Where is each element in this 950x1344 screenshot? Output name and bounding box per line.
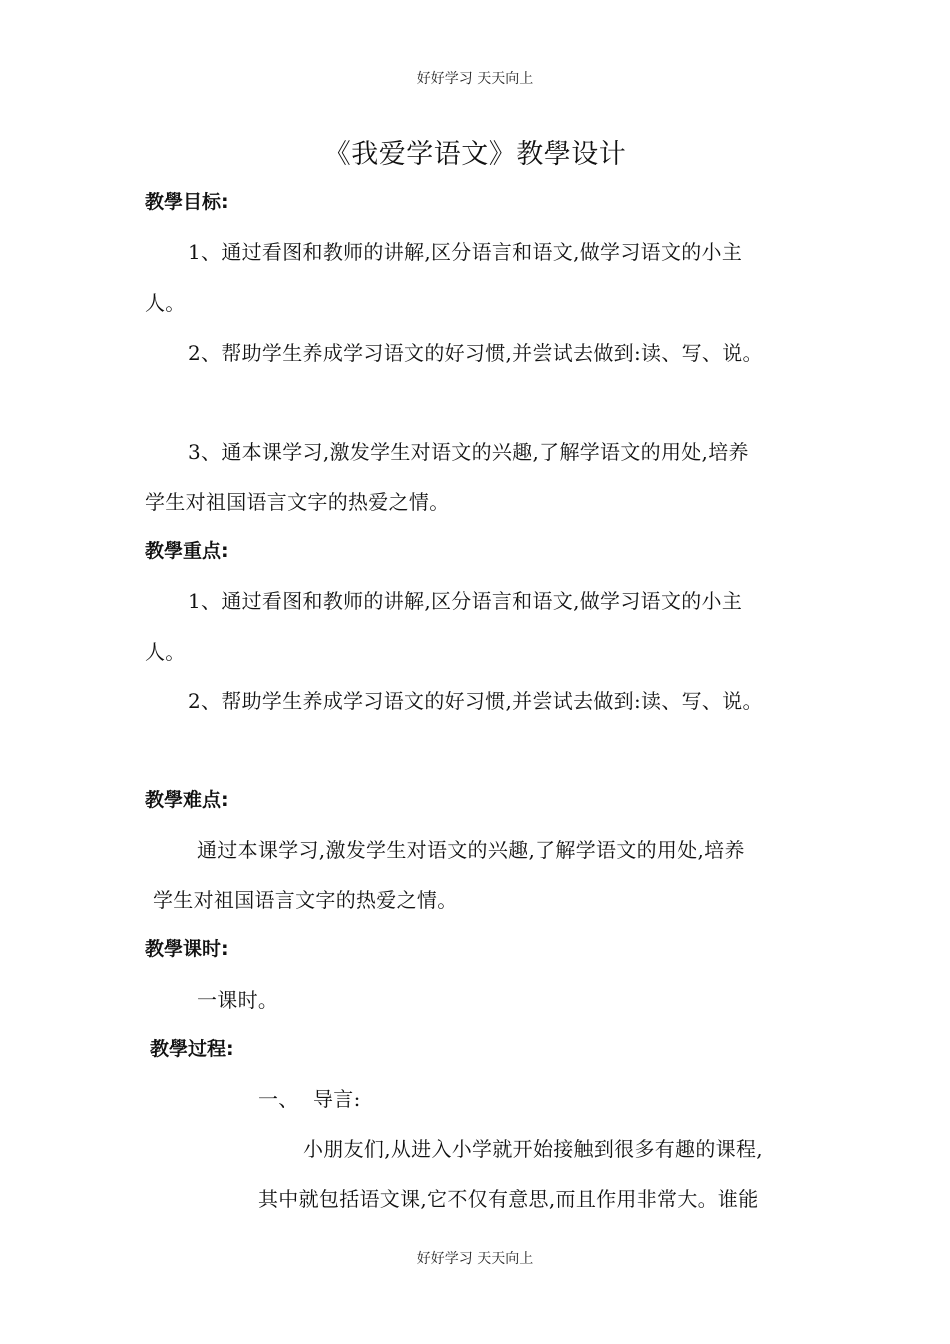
objective-1-line-1: 1、通过看图和教师的讲解,区分语言和语文,做学习语文的小主 xyxy=(188,240,743,264)
step-1-label: 导言: xyxy=(313,1087,361,1111)
process-heading: 教學过程: xyxy=(150,1038,234,1060)
step-1-paragraph-line-1: 小朋友们,从进入小学就开始接触到很多有趣的课程, xyxy=(303,1137,763,1161)
objective-1-line-2: 人。 xyxy=(145,291,186,315)
page-footer: 好好学习 天天向上 xyxy=(416,1251,534,1267)
class-hours-heading: 教學课时: xyxy=(145,938,229,960)
key-point-1-line-1: 1、通过看图和教师的讲解,区分语言和语文,做学习语文的小主 xyxy=(188,589,743,613)
difficulties-heading: 教學难点: xyxy=(145,789,229,811)
objectives-heading: 教學目标: xyxy=(145,191,229,213)
difficulty-line-2: 学生对祖国语言文字的热爱之情。 xyxy=(153,888,458,912)
key-points-heading: 教學重点: xyxy=(145,540,229,562)
objective-3-line-2: 学生对祖国语言文字的热爱之情。 xyxy=(145,490,450,514)
difficulty-line-1: 通过本课学习,激发学生对语文的兴趣,了解学语文的用处,培养 xyxy=(197,838,745,862)
class-hours-text: 一课时。 xyxy=(197,988,279,1012)
objective-3-line-1: 3、通本课学习,激发学生对语文的兴趣,了解学语文的用处,培养 xyxy=(188,440,749,464)
step-1-paragraph-line-2: 其中就包括语文课,它不仅有意思,而且作用非常大。谁能 xyxy=(258,1187,759,1211)
document-title: 《我爱学语文》教學设计 xyxy=(323,139,627,170)
key-point-1-line-2: 人。 xyxy=(145,640,186,664)
step-1-number: 一、 xyxy=(258,1087,299,1111)
key-point-2: 2、帮助学生养成学习语文的好习惯,并尝试去做到:读、写、说。 xyxy=(188,689,763,713)
page-header: 好好学习 天天向上 xyxy=(416,71,534,87)
objective-2: 2、帮助学生养成学习语文的好习惯,并尝试去做到:读、写、说。 xyxy=(188,341,763,365)
